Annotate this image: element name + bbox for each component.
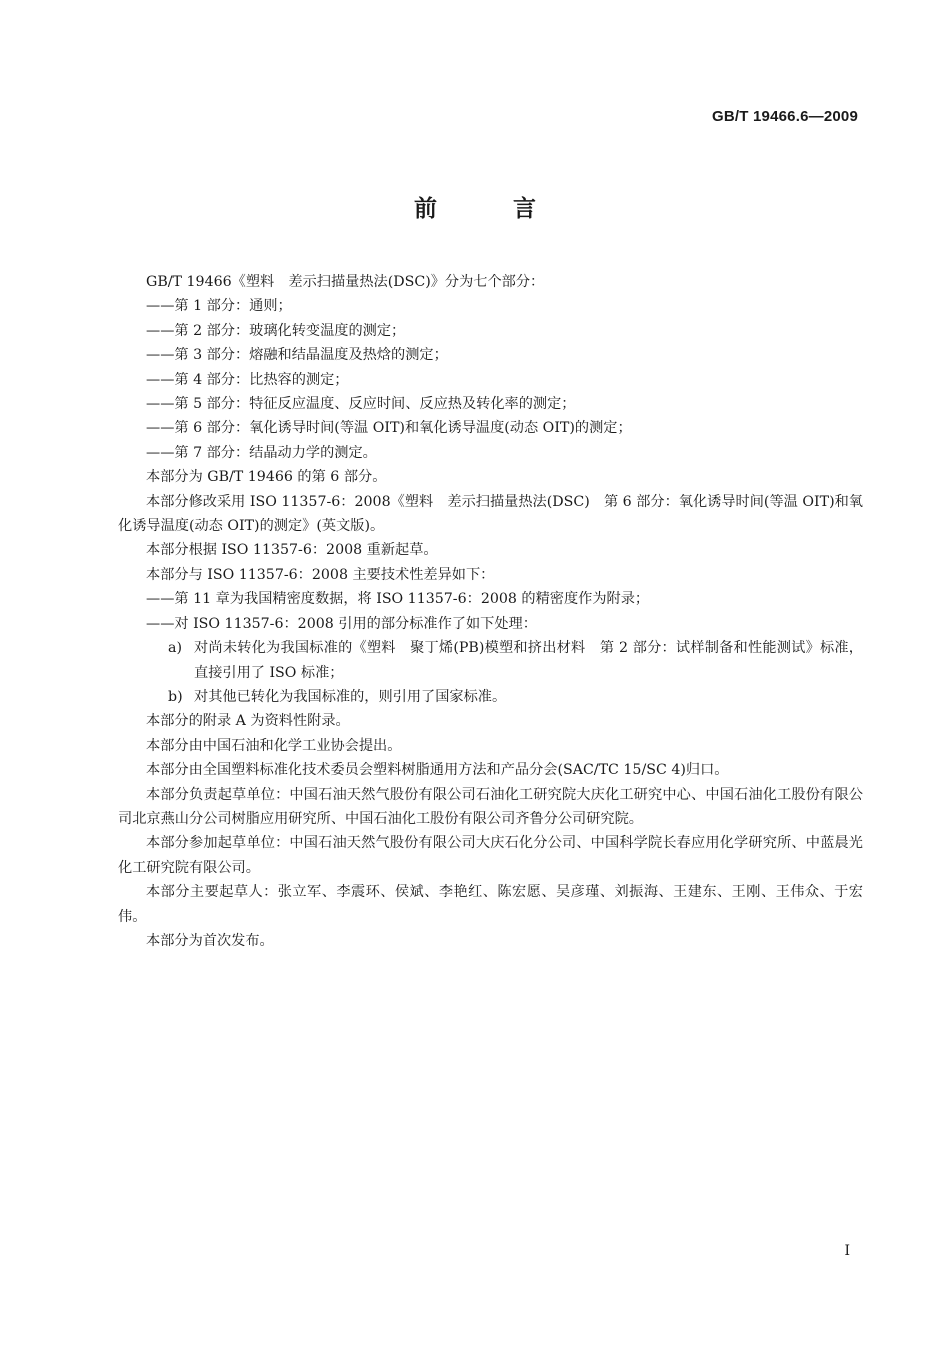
sub-item-label: b) (168, 688, 183, 705)
paragraph: 本部分由中国石油和化学工业协会提出。 (146, 737, 402, 754)
sub-item-text: 对尚未转化为我国标准的《塑料 聚丁烯(PB)模塑和挤出材料 第 2 部分：试样制备和性能测试》标准，直接引用了 ISO 标准； (194, 640, 863, 681)
part-list-item: ——第 4 部分：比热容的测定； (146, 371, 349, 388)
paragraph: 本部分主要起草人：张立军、李震环、侯斌、李艳红、陈宏愿、吴彦瑾、刘振海、王建东、王刚、王伟众、于宏伟。 (118, 884, 863, 925)
difference-item: ——对 ISO 11357-6：2008 引用的部分标准作了如下处理： (146, 615, 537, 632)
paragraph: 本部分的附录 A 为资料性附录。 (146, 713, 350, 730)
difference-item: ——第 11 章为我国精密度数据，将 ISO 11357-6：2008 的精密度作为附录； (146, 591, 650, 608)
sub-item-text: 对其他已转化为我国标准的，则引用了国家标准。 (194, 688, 507, 705)
paragraph: 本部分由全国塑料标准化技术委员会塑料树脂通用方法和产品分会(SAC/TC 15/SC 4)归口。 (146, 762, 729, 779)
paragraph: 本部分为首次发布。 (146, 932, 274, 949)
sub-item-label: a) (168, 640, 182, 657)
page-title: 前 言 (413, 196, 570, 222)
intro-paragraph: GB/T 19466《塑料 差示扫描量热法(DSC)》分为七个部分： (146, 274, 545, 290)
preface-body (118, 270, 863, 953)
paragraph: 本部分与 ISO 11357-6：2008 主要技术性差异如下： (146, 566, 495, 583)
standard-code: GB/T 19466.6—2009 (712, 108, 858, 125)
part-list-item: ——第 5 部分：特征反应温度、反应时间、反应热及转化率的测定； (146, 396, 576, 413)
paragraph: 本部分为 GB/T 19466 的第 6 部分。 (146, 469, 387, 486)
sub-item (118, 685, 863, 709)
paragraph: 本部分负责起草单位：中国石油天然气股份有限公司石油化工研究院大庆化工研究中心、中国石油化工股份有限公司北京燕山分公司树脂应用研究所、中国石油化工股份有限公司齐鲁分公司研究院。 (118, 786, 863, 827)
paragraph: 本部分参加起草单位：中国石油天然气股份有限公司大庆石化分公司、中国科学院长春应用化学研究所、中蓝晨光化工研究院有限公司。 (118, 835, 863, 876)
part-list-item: ——第 3 部分：熔融和结晶温度及热焓的测定； (146, 347, 448, 364)
sub-item (118, 636, 863, 685)
paragraph: 本部分根据 ISO 11357-6：2008 重新起草。 (146, 542, 438, 559)
part-list-item: ——第 7 部分：结晶动力学的测定。 (146, 444, 377, 461)
page-number: I (844, 1243, 850, 1259)
part-list-item: ——第 1 部分：通则； (146, 298, 292, 315)
part-list-item: ——第 6 部分：氧化诱导时间(等温 OIT)和氧化诱导温度(动态 OIT)的测定； (146, 420, 632, 437)
part-list-item: ——第 2 部分：玻璃化转变温度的测定； (146, 322, 406, 339)
paragraph: 本部分修改采用 ISO 11357-6：2008《塑料 差示扫描量热法(DSC) 第 6 部分：氧化诱导时间(等温 OIT)和氧化诱导温度(动态 OIT)的测定》(英文版)。 (118, 493, 863, 535)
